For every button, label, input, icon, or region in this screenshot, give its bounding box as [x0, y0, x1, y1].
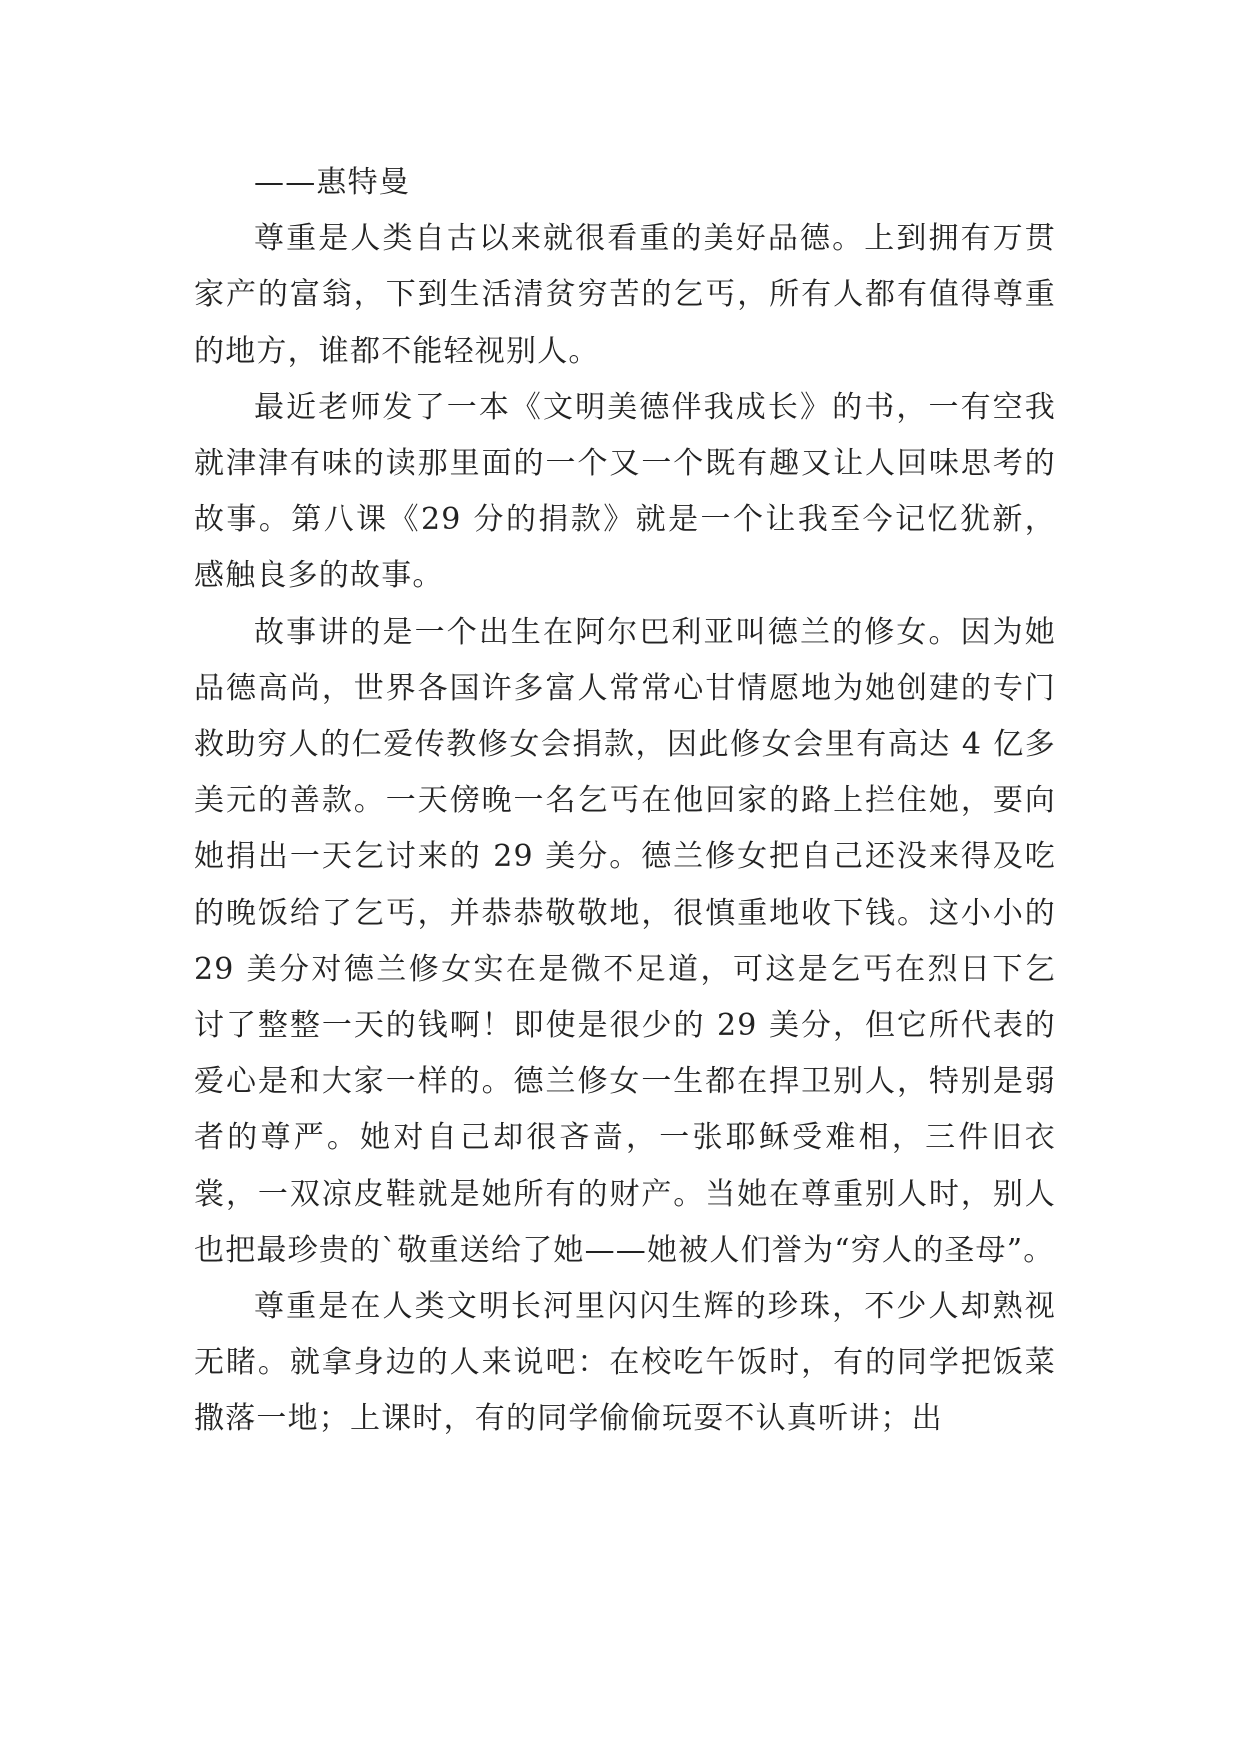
paragraph-respect-virtue: 尊重是人类自古以来就很看重的美好品德。上到拥有万贯家产的富翁，下到生活清贫穷苦的乞丐，所有人都有值得尊重的地方，谁都不能轻视别人。 — [194, 221, 1056, 369]
essay-body — [194, 155, 1056, 1448]
quote-attribution: ——惠特曼 — [254, 165, 410, 200]
paragraph-daily-life: 尊重是在人类文明长河里闪闪生辉的珍珠，不少人却熟视无睹。就拿身边的人来说吧：在校吃午饭时，有的同学把饭菜撒落一地；上课时，有的同学偷偷玩耍不认真听讲；出 — [194, 1289, 1056, 1437]
paragraph-teresa-story: 故事讲的是一个出生在阿尔巴利亚叫德兰的修女。因为她品德高尚，世界各国许多富人常常心甘情愿地为她创建的专门救助穷人的仁爱传教修女会捐款，因此修女会里有高达 4 亿多美元的善款。一天傍晚一名乞丐在他回家的路上拦住她，要向她捐出一天乞讨来的 29 美分。德兰修女把自己还没来得及吃的晚饭给了乞丐，并恭恭敬敬地，很慎重地收下钱。这小小的 29 美分对德兰修女实在是微不足道，可这是乞丐在烈日下乞讨了整整一天的钱啊！即使是很少的 29 美分，但它所代表的爱心是和大家一样的。德兰修女一生都在捍卫别人，特别是弱者的尊严。她对自己却很吝啬，一张耶稣受难相，三件旧衣裳，一双凉皮鞋就是她所有的财产。当她在尊重别人时，别人也把最珍贵的`敬重送给了她——她被人们誉为“穷人的圣母”。 — [194, 614, 1056, 1268]
paragraph-book-reading: 最近老师发了一本《文明美德伴我成长》的书，一有空我就津津有味的读那里面的一个又一个既有趣又让人回味思考的故事。第八课《29 分的捐款》就是一个让我至今记忆犹新，感触良多的故事。 — [194, 389, 1056, 594]
